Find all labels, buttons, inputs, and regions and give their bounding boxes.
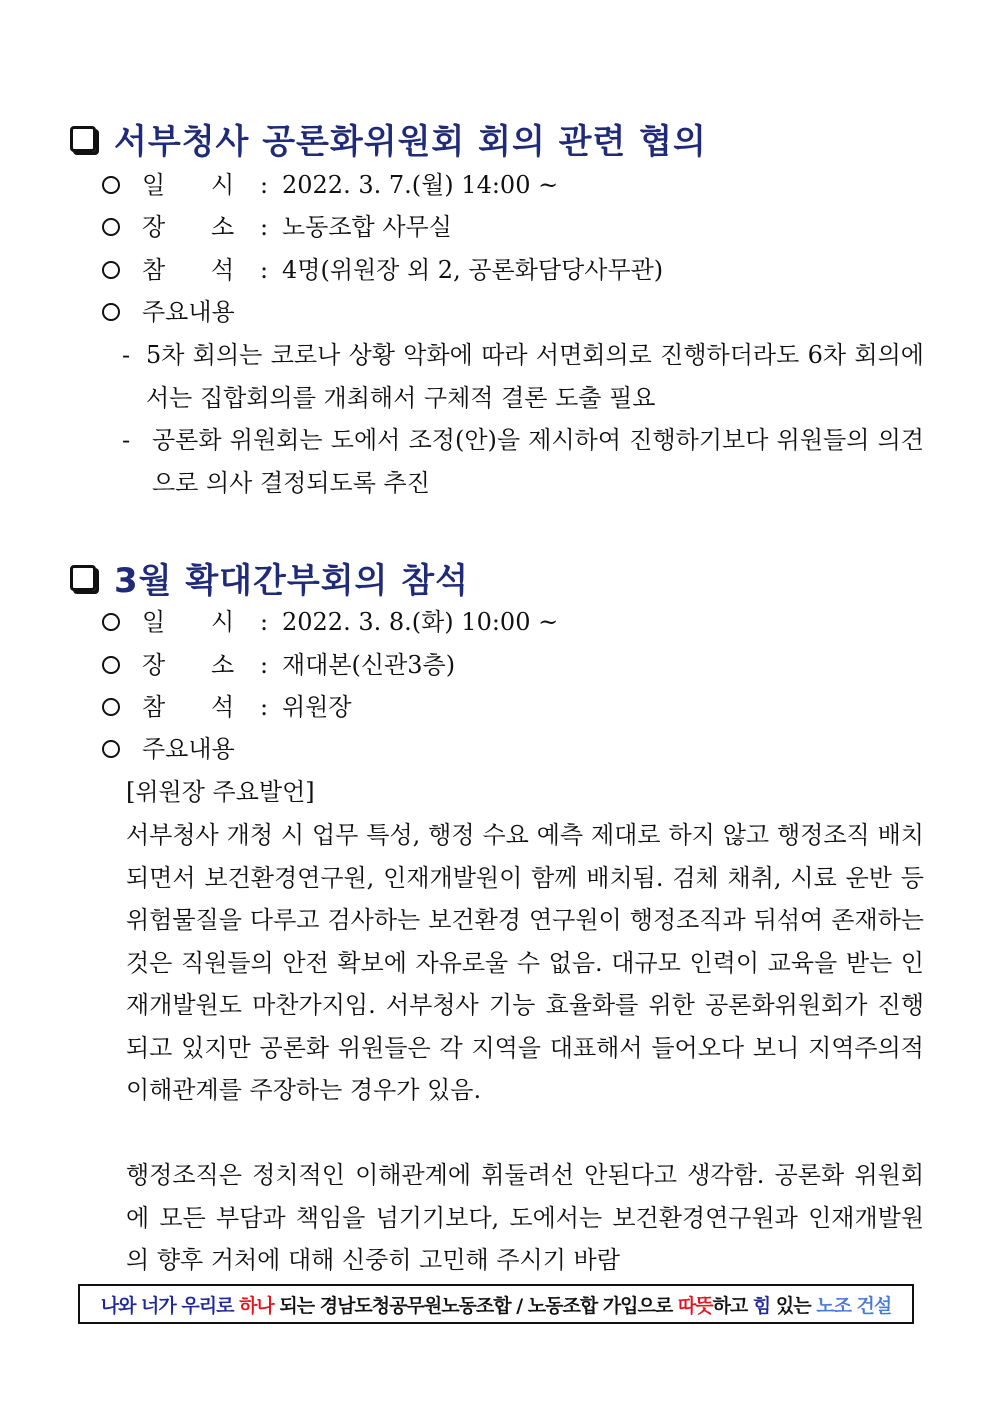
date-value: 2022. 3. 8.(화) 10:00 ~: [282, 608, 559, 636]
colon: :: [260, 693, 269, 721]
colon: :: [260, 213, 269, 241]
dash-bullet: -: [122, 341, 131, 369]
section1-attend-row: [100, 255, 663, 285]
section1-place-row: [100, 212, 452, 242]
section1-title: 서부청사 공론화위원회 회의 관련 협의: [114, 122, 707, 162]
content-label: 주요내용: [142, 298, 235, 326]
colon: :: [260, 651, 269, 679]
slogan-part: 노조 건설: [816, 1294, 892, 1317]
circle-bullet-icon: [102, 218, 120, 236]
item-text: 공론화 위원회는 도에서 조정(안)을 제시하여 진행하기보다 위원들의 의견으로 의사 결정되도록 추진: [152, 426, 924, 497]
remark-paragraph-1: 서부청사 개청 시 업무 특성, 행정 수요 예측 제대로 하지 않고 행정조직 배치되면서 보건환경연구원, 인재개발원이 함께 배치됨. 검체 채취, 시료 운반 등 위험물질을 다루고 검사하는 보건환경 연구원이 행정조직과 뒤섞여 존재하는 것은 직원들의 안전 확보에 자유로울 수 없음. 대규모 인력이 교육을 받는 인재개발원도 마찬가지임. 서부청사 기능 효율화를 위한 공론화위원회가 진행되고 있지만 공론화 위원들은 각 지역을 대표해서 들어오다 보니 지역주의적 이해관계를 주장하는 경우가 있음.: [126, 821, 924, 1104]
circle-bullet-icon: [102, 303, 120, 321]
section2-content-row: [100, 734, 235, 764]
section2-place-row: [100, 650, 455, 680]
section2-attend-row: [100, 692, 352, 722]
remark-title: [위원장 주요발언]: [126, 778, 315, 806]
circle-bullet-icon: [102, 656, 120, 674]
content-label: 주요내용: [142, 735, 235, 763]
circle-bullet-icon: [102, 613, 120, 631]
place-label: 장 소: [142, 213, 235, 241]
colon: :: [260, 256, 269, 284]
place-value: 재대본(신관3층): [282, 651, 456, 679]
attend-label: 참 석: [142, 693, 235, 721]
place-label: 장 소: [142, 651, 235, 679]
date-label: 일 시: [142, 171, 235, 199]
dash-bullet: -: [122, 426, 131, 454]
union-slogan-banner: [78, 1284, 914, 1324]
slogan-part: 따뜻: [677, 1294, 713, 1317]
attend-label: 참 석: [142, 256, 235, 284]
attend-value: 위원장: [282, 693, 352, 721]
slogan-part: 하나: [239, 1294, 274, 1317]
attend-value: 4명(위원장 외 2, 공론화담당사무관): [282, 256, 664, 284]
section2-title: 3월 확대간부회의 참석: [114, 561, 469, 601]
circle-bullet-icon: [102, 698, 120, 716]
slogan-part: 힘: [752, 1294, 771, 1317]
remark-paragraph-2: 행정조직은 정치적인 이해관계에 휘둘려선 안된다고 생각함. 공론화 위원회에 모든 부담과 책임을 넘기기보다, 도에서는 보건환경연구원과 인재개발원의 향후 거처에 대해 신중히 고민해 주시기 바람: [126, 1161, 924, 1274]
date-label: 일 시: [142, 608, 235, 636]
section2-heading: [70, 553, 469, 602]
circle-bullet-icon: [102, 740, 120, 758]
item-text: 5차 회의는 코로나 상황 악화에 따라 서면회의로 진행하더라도 6차 회의에서는 집합회의를 개최해서 구체적 결론 도출 필요: [146, 341, 924, 412]
colon: :: [260, 171, 269, 199]
section1-content-row: [100, 297, 235, 327]
slogan-part: 있는: [770, 1294, 817, 1317]
square-bullet-icon: [70, 126, 96, 152]
place-value: 노동조합 사무실: [282, 213, 452, 241]
slogan-part: 되는 경남도청공무원노동조합 / 노동조합 가입으로: [273, 1294, 678, 1317]
colon: :: [260, 608, 269, 636]
circle-bullet-icon: [102, 261, 120, 279]
square-bullet-icon: [70, 565, 96, 591]
slogan-part: 나와 너가 우리로: [100, 1294, 240, 1317]
circle-bullet-icon: [102, 176, 120, 194]
section1-heading: [70, 114, 707, 163]
slogan-part: 하고: [712, 1294, 753, 1317]
section1-item-1: [122, 334, 924, 419]
section2-date-row: [100, 607, 558, 637]
section1-item-2: [122, 419, 924, 504]
section1-date-row: [100, 170, 558, 200]
date-value: 2022. 3. 7.(월) 14:00 ~: [282, 171, 559, 199]
